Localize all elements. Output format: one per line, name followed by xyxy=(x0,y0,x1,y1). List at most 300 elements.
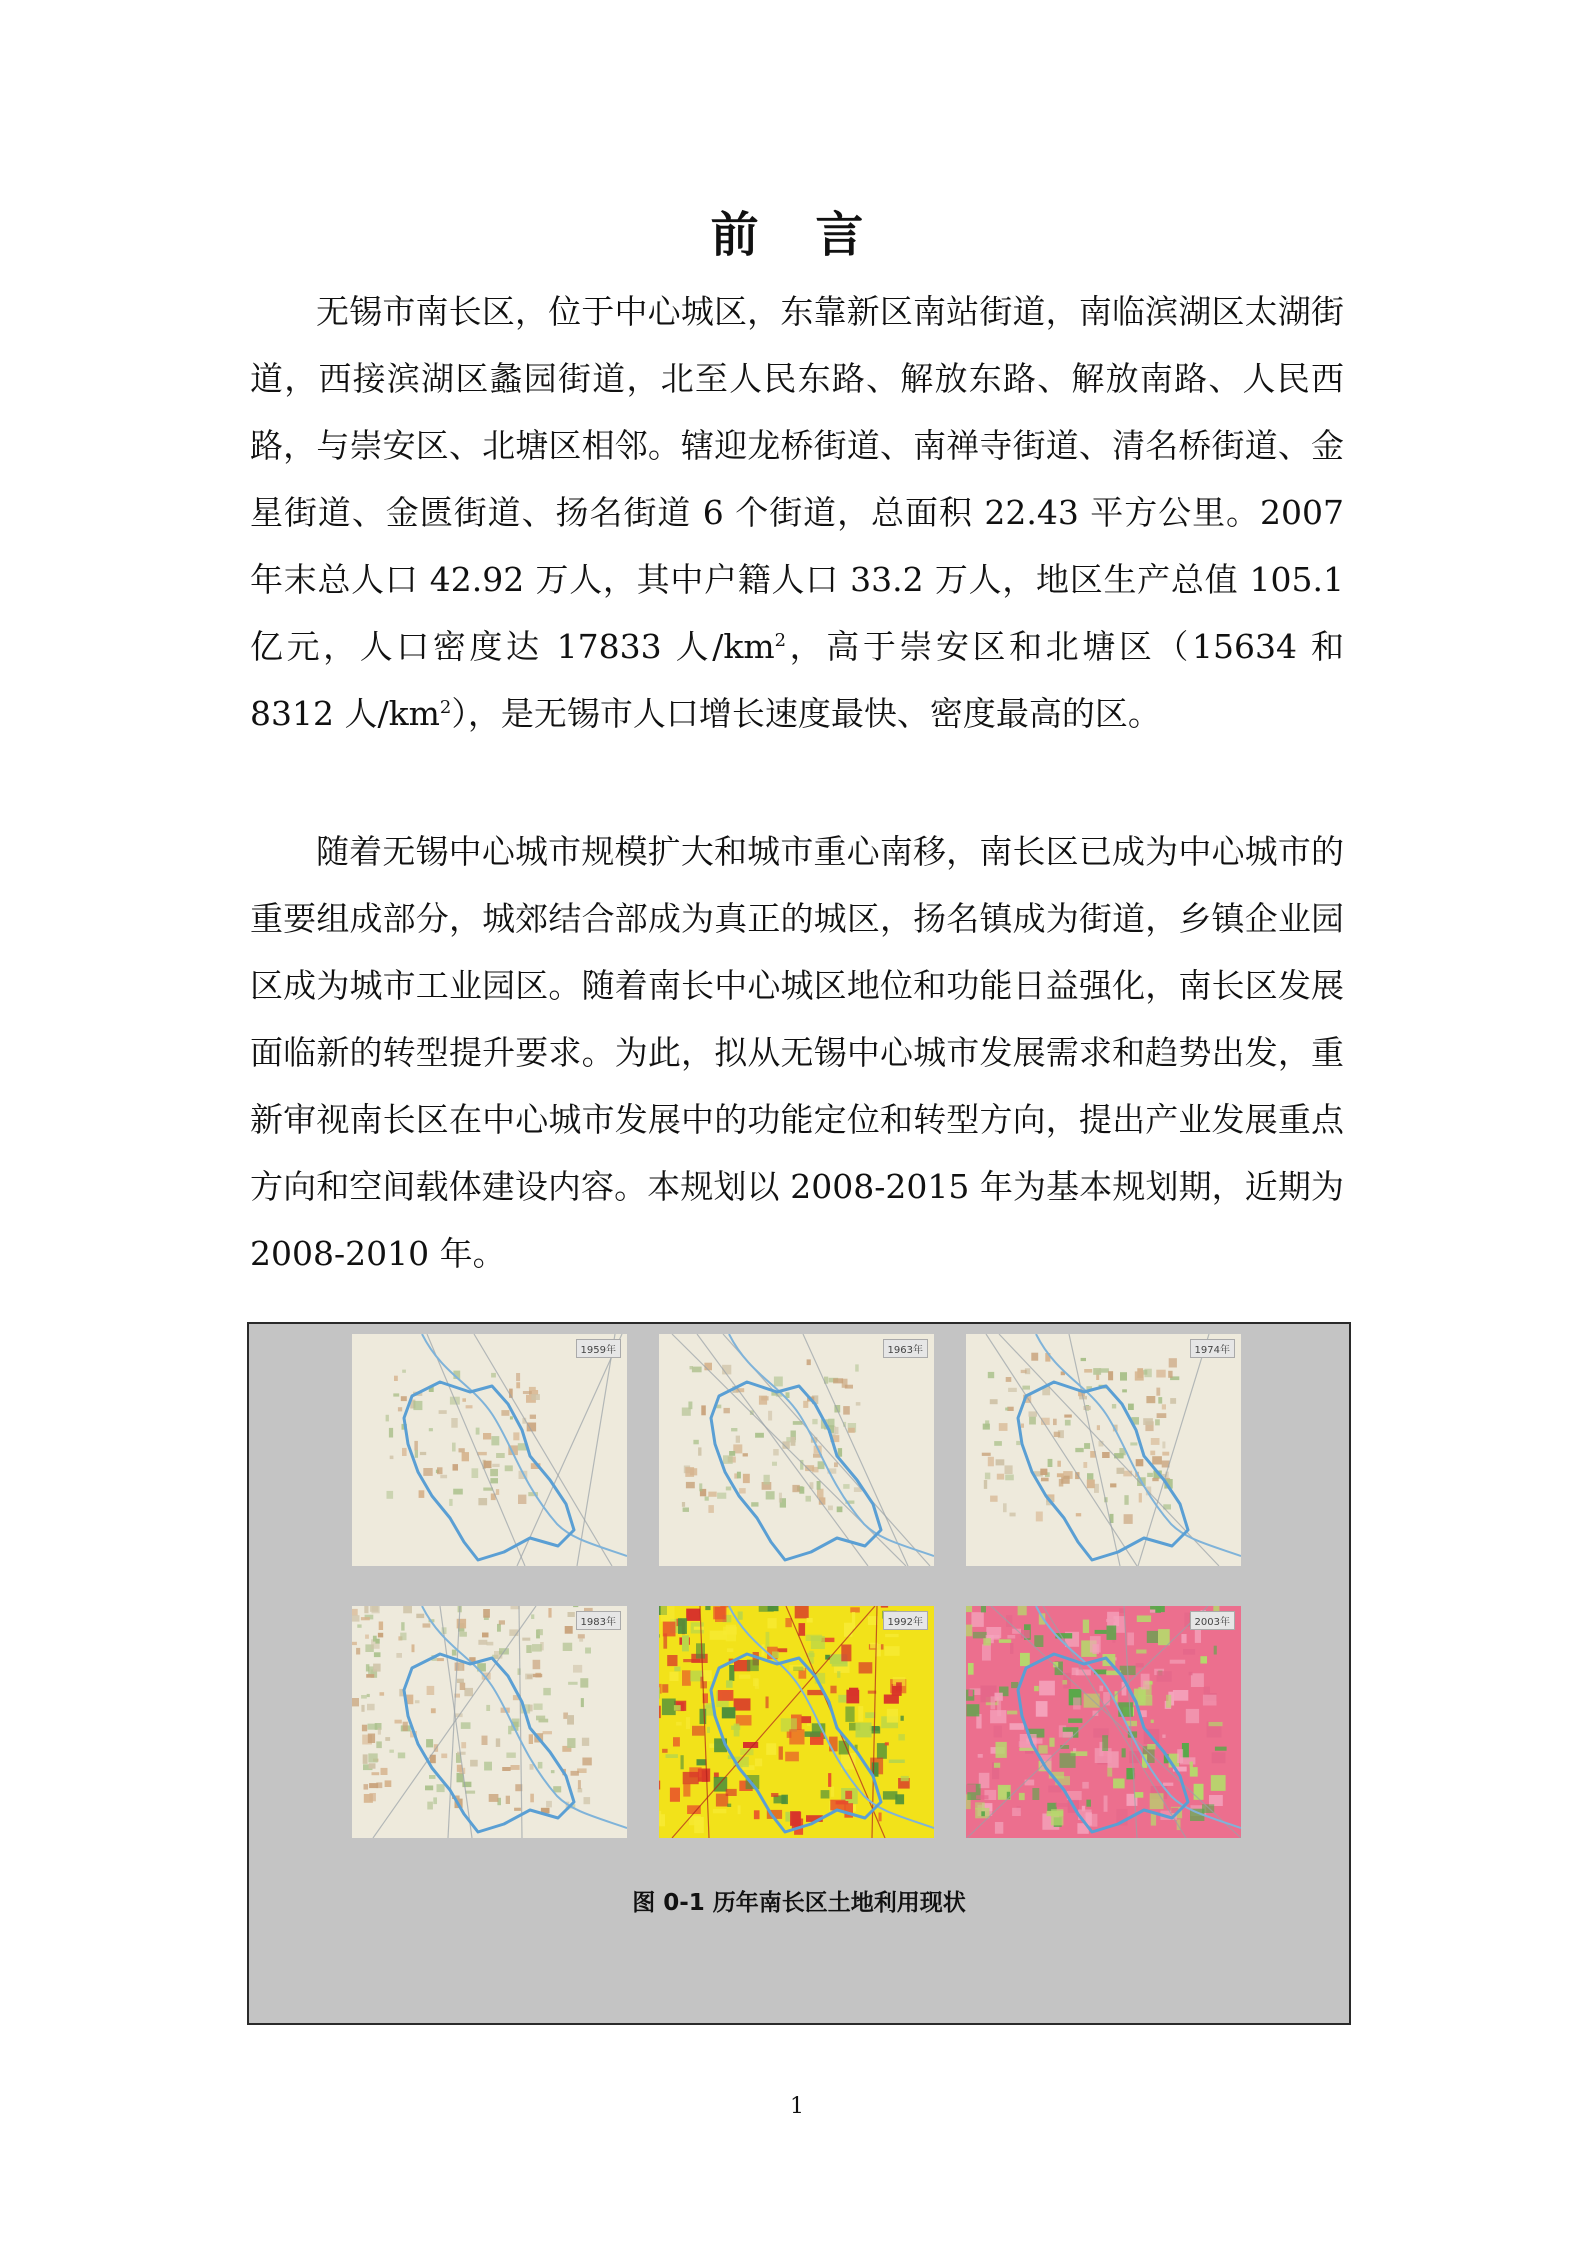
land-parcel xyxy=(751,1502,758,1506)
land-parcel xyxy=(1007,1635,1015,1639)
land-parcel xyxy=(764,1475,770,1485)
land-parcel xyxy=(429,1775,436,1779)
land-parcel xyxy=(743,1453,748,1456)
land-parcel xyxy=(844,1623,852,1637)
land-parcel xyxy=(368,1734,375,1744)
land-parcel xyxy=(1156,1388,1160,1396)
land-parcel xyxy=(747,1660,759,1672)
land-parcel xyxy=(573,1606,578,1607)
land-parcel xyxy=(400,1633,406,1641)
land-parcel xyxy=(795,1606,809,1618)
land-parcel xyxy=(484,1461,492,1468)
land-parcel xyxy=(373,1636,377,1642)
land-parcel xyxy=(766,1491,775,1499)
land-parcel xyxy=(1082,1782,1089,1789)
land-parcel xyxy=(1107,1626,1117,1640)
land-parcel xyxy=(425,1786,433,1791)
land-parcel xyxy=(801,1716,811,1723)
land-parcel xyxy=(766,1632,770,1648)
land-parcel xyxy=(1036,1512,1043,1522)
land-parcel xyxy=(852,1612,855,1629)
land-parcel xyxy=(508,1726,511,1735)
land-parcel xyxy=(1065,1420,1071,1426)
land-parcel xyxy=(833,1378,843,1383)
land-parcel xyxy=(714,1777,728,1792)
land-parcel xyxy=(361,1617,370,1620)
land-parcel xyxy=(365,1635,369,1639)
land-parcel xyxy=(478,1640,487,1645)
land-parcel xyxy=(739,1675,751,1679)
land-parcel xyxy=(366,1674,374,1678)
land-parcel xyxy=(743,1474,750,1483)
land-parcel xyxy=(472,1468,479,1478)
land-parcel xyxy=(584,1797,591,1804)
land-parcel xyxy=(834,1462,838,1467)
land-parcel xyxy=(789,1729,804,1744)
land-parcel xyxy=(389,1428,393,1438)
land-parcel xyxy=(678,1618,687,1634)
land-parcel xyxy=(843,1484,849,1489)
land-parcel xyxy=(1141,1674,1150,1690)
land-parcel xyxy=(966,1704,979,1716)
land-parcel xyxy=(807,1618,813,1623)
land-parcel xyxy=(1151,1438,1160,1445)
land-parcel xyxy=(1011,1682,1018,1688)
land-parcel xyxy=(1112,1404,1116,1409)
land-parcel xyxy=(543,1688,551,1695)
year-label: 2003年 xyxy=(1190,1611,1235,1630)
land-parcel xyxy=(460,1683,466,1690)
land-parcel xyxy=(1093,1368,1101,1375)
land-parcel xyxy=(662,1749,668,1753)
land-parcel xyxy=(385,1737,390,1741)
land-parcel xyxy=(1168,1371,1172,1378)
land-parcel xyxy=(537,1629,543,1635)
land-parcel xyxy=(717,1493,726,1499)
land-parcel xyxy=(865,1712,875,1718)
land-parcel xyxy=(670,1788,680,1802)
land-parcel xyxy=(1006,1377,1012,1382)
land-parcel xyxy=(686,1609,700,1621)
land-parcel xyxy=(379,1622,383,1631)
land-parcel xyxy=(462,1452,469,1461)
land-parcel xyxy=(364,1784,369,1790)
land-parcel xyxy=(449,1499,452,1506)
land-parcel xyxy=(699,1483,702,1491)
land-parcel xyxy=(968,1663,974,1675)
land-parcel xyxy=(817,1481,821,1490)
land-use-figure xyxy=(247,1322,1351,2025)
land-parcel xyxy=(1108,1751,1119,1768)
land-parcel xyxy=(771,1793,778,1797)
land-parcel xyxy=(395,1720,402,1724)
land-parcel xyxy=(659,1687,660,1698)
map-panel-2 xyxy=(659,1334,934,1566)
land-parcel xyxy=(457,1765,462,1772)
land-parcel xyxy=(1102,1735,1108,1751)
land-parcel xyxy=(1057,1473,1064,1477)
land-parcel xyxy=(1102,1452,1110,1458)
land-parcel xyxy=(999,1639,1011,1643)
land-parcel xyxy=(581,1698,584,1707)
land-parcel xyxy=(1031,1353,1038,1361)
land-parcel xyxy=(727,1648,733,1652)
land-parcel xyxy=(367,1704,375,1711)
land-parcel xyxy=(1040,1469,1047,1475)
map-background xyxy=(352,1334,627,1566)
land-parcel xyxy=(1117,1468,1125,1474)
land-parcel xyxy=(848,1428,855,1433)
land-parcel xyxy=(845,1791,852,1799)
land-parcel xyxy=(968,1690,972,1696)
land-parcel xyxy=(971,1612,983,1627)
land-parcel xyxy=(669,1672,678,1681)
land-parcel xyxy=(966,1784,976,1792)
land-parcel xyxy=(753,1678,758,1686)
land-parcel xyxy=(518,1495,526,1504)
land-parcel xyxy=(1137,1616,1151,1623)
land-parcel xyxy=(1194,1784,1204,1800)
land-parcel xyxy=(768,1618,777,1628)
land-parcel xyxy=(452,1650,457,1656)
map-panel-1 xyxy=(352,1334,627,1566)
land-parcel xyxy=(462,1398,466,1402)
land-parcel xyxy=(483,1609,490,1618)
land-parcel xyxy=(1087,1480,1095,1489)
land-parcel xyxy=(367,1694,370,1697)
land-parcel xyxy=(726,1625,736,1642)
land-parcel xyxy=(1108,1371,1113,1380)
land-parcel xyxy=(996,1459,1005,1465)
map-panel-5 xyxy=(659,1606,934,1838)
land-parcel xyxy=(423,1623,431,1627)
land-parcel xyxy=(530,1415,536,1419)
land-parcel xyxy=(713,1809,727,1813)
land-parcel xyxy=(398,1753,405,1759)
land-parcel xyxy=(502,1767,510,1771)
year-label: 1959年 xyxy=(576,1339,621,1358)
land-parcel xyxy=(1084,1443,1090,1449)
land-use-map xyxy=(659,1606,934,1838)
land-parcel xyxy=(990,1399,998,1404)
land-parcel xyxy=(1005,1408,1008,1411)
land-parcel xyxy=(491,1436,499,1445)
land-parcel xyxy=(694,1627,704,1630)
land-parcel xyxy=(548,1608,551,1618)
land-parcel xyxy=(898,1734,905,1740)
land-parcel xyxy=(380,1692,385,1696)
land-parcel xyxy=(1034,1635,1043,1647)
land-parcel xyxy=(486,1705,490,1711)
land-parcel xyxy=(1157,1671,1172,1682)
land-parcel xyxy=(497,1624,501,1632)
land-parcel xyxy=(437,1784,445,1792)
land-parcel xyxy=(1110,1483,1116,1487)
land-parcel xyxy=(451,1418,457,1428)
land-parcel xyxy=(1136,1459,1144,1466)
land-parcel xyxy=(994,1726,1002,1738)
land-parcel xyxy=(357,1624,361,1627)
land-parcel xyxy=(516,1382,520,1388)
land-parcel xyxy=(692,1726,704,1736)
land-parcel xyxy=(457,1773,464,1783)
land-parcel xyxy=(1005,1475,1014,1481)
land-parcel xyxy=(511,1606,520,1609)
land-parcel xyxy=(722,1707,736,1718)
land-parcel xyxy=(368,1753,377,1762)
land-parcel xyxy=(431,1708,436,1713)
land-parcel xyxy=(1010,1723,1025,1730)
land-parcel xyxy=(1081,1358,1086,1361)
land-parcel xyxy=(738,1612,743,1620)
land-parcel xyxy=(859,1662,873,1673)
land-parcel xyxy=(982,1644,991,1660)
land-parcel xyxy=(807,1359,811,1365)
land-parcel xyxy=(413,1401,422,1410)
land-parcel xyxy=(489,1794,499,1802)
land-parcel xyxy=(426,1739,433,1747)
land-parcel xyxy=(659,1634,660,1637)
year-label: 1983年 xyxy=(576,1611,621,1630)
land-parcel xyxy=(578,1780,581,1789)
land-parcel xyxy=(686,1717,690,1729)
land-parcel xyxy=(1056,1803,1069,1807)
land-parcel xyxy=(1003,1503,1007,1512)
land-parcel xyxy=(461,1742,466,1748)
land-parcel xyxy=(366,1664,370,1671)
land-parcel xyxy=(571,1771,579,1776)
land-parcel xyxy=(567,1715,574,1725)
land-parcel xyxy=(1214,1646,1217,1655)
land-parcel xyxy=(759,1606,774,1612)
land-parcel xyxy=(501,1410,509,1416)
land-parcel xyxy=(1157,1413,1167,1418)
land-parcel xyxy=(1151,1720,1154,1723)
land-parcel xyxy=(441,1754,447,1759)
land-parcel xyxy=(759,1396,767,1405)
land-parcel xyxy=(483,1433,491,1440)
land-parcel xyxy=(567,1738,575,1748)
land-parcel xyxy=(981,1811,985,1816)
land-parcel xyxy=(1010,1513,1016,1517)
land-parcel xyxy=(686,1482,695,1488)
land-parcel xyxy=(727,1804,731,1807)
paragraph-text: ，高于崇安区和北塘区（15634 和 8312 人/km xyxy=(250,627,1344,733)
land-parcel xyxy=(881,1606,888,1608)
land-parcel xyxy=(369,1763,376,1768)
land-parcel xyxy=(659,1811,661,1825)
land-parcel xyxy=(785,1752,799,1762)
land-parcel xyxy=(856,1723,872,1738)
land-parcel xyxy=(1135,1371,1144,1380)
land-parcel xyxy=(997,1474,1004,1480)
land-parcel xyxy=(705,1606,710,1610)
land-parcel xyxy=(984,1480,987,1489)
land-parcel xyxy=(459,1448,465,1452)
land-parcel xyxy=(1128,1404,1134,1410)
land-parcel xyxy=(674,1667,680,1672)
land-parcel xyxy=(1059,1479,1064,1487)
land-parcel xyxy=(1143,1418,1153,1425)
land-parcel xyxy=(427,1802,433,1810)
land-parcel xyxy=(754,1810,760,1819)
land-parcel xyxy=(994,1763,1000,1768)
land-parcel xyxy=(877,1743,887,1759)
land-parcel xyxy=(1200,1656,1207,1663)
land-parcel xyxy=(568,1682,578,1685)
land-parcel xyxy=(662,1684,668,1693)
land-parcel xyxy=(476,1428,480,1435)
map-panel-6 xyxy=(966,1606,1241,1838)
land-use-map xyxy=(352,1606,627,1838)
land-parcel xyxy=(662,1699,676,1716)
land-parcel xyxy=(453,1464,459,1471)
land-parcel xyxy=(386,1415,389,1422)
land-parcel xyxy=(705,1497,709,1501)
land-parcel xyxy=(700,1709,707,1724)
land-parcel xyxy=(378,1633,383,1638)
land-parcel xyxy=(1118,1702,1133,1717)
land-parcel xyxy=(352,1698,359,1706)
land-parcel xyxy=(1156,1370,1165,1378)
land-parcel xyxy=(870,1643,878,1649)
land-parcel xyxy=(580,1678,588,1687)
land-parcel xyxy=(1181,1634,1186,1643)
paragraph-text: 无锡市南长区，位于中心城区，东靠新区南站街道，南临滨湖区太湖街道，西接滨湖区蠡园街道，北至人民东路、解放东路、解放南路、人民西路，与崇安区、北塘区相邻。辖迎龙桥街道、南禅寺街道、清名桥街道、金星街道、金匮街道、扬名街道 6 个街道，总面积 22.43 平方公里。2007 年末总人口 42.92 万人，其中户籍人口 33.2 万人，地区生产总值 105.1 亿元，人口密度达 17833 人/km xyxy=(250,292,1344,666)
land-parcel xyxy=(781,1795,788,1804)
land-parcel xyxy=(966,1625,972,1637)
land-parcel xyxy=(415,1450,418,1458)
land-parcel xyxy=(1134,1792,1143,1798)
land-parcel xyxy=(841,1645,851,1662)
land-parcel xyxy=(1209,1722,1223,1726)
land-parcel xyxy=(369,1793,376,1801)
land-parcel xyxy=(755,1433,764,1438)
land-parcel xyxy=(457,1679,464,1683)
land-parcel xyxy=(396,1653,402,1658)
land-parcel xyxy=(1029,1411,1038,1416)
land-parcel xyxy=(703,1670,712,1681)
land-parcel xyxy=(901,1776,909,1781)
land-parcel xyxy=(855,1364,859,1371)
land-parcel xyxy=(534,1704,543,1710)
land-parcel xyxy=(830,1686,836,1694)
land-parcel xyxy=(490,1469,498,1476)
land-parcel xyxy=(402,1370,406,1373)
land-parcel xyxy=(779,1746,783,1759)
land-parcel xyxy=(1022,1386,1030,1390)
land-parcel xyxy=(806,1635,823,1641)
land-parcel xyxy=(683,1508,689,1512)
land-parcel xyxy=(470,1760,478,1767)
land-parcel xyxy=(522,1638,530,1641)
land-parcel xyxy=(1095,1630,1107,1634)
land-parcel xyxy=(427,1686,435,1695)
land-parcel xyxy=(789,1665,805,1671)
land-parcel xyxy=(461,1722,471,1729)
land-parcel xyxy=(1136,1650,1146,1654)
land-parcel xyxy=(453,1489,463,1495)
land-parcel xyxy=(578,1634,585,1638)
land-parcel xyxy=(999,1423,1008,1431)
land-parcel xyxy=(683,1784,690,1797)
land-parcel xyxy=(1005,1465,1013,1474)
land-parcel xyxy=(513,1432,519,1440)
land-parcel xyxy=(1029,1417,1036,1425)
land-parcel xyxy=(858,1706,863,1722)
land-parcel xyxy=(726,1789,737,1796)
land-parcel xyxy=(368,1724,378,1730)
land-parcel xyxy=(991,1696,996,1709)
land-parcel xyxy=(690,1366,694,1369)
land-parcel xyxy=(701,1405,706,1415)
land-parcel xyxy=(1012,1808,1021,1816)
land-parcel xyxy=(1034,1686,1039,1691)
land-parcel xyxy=(777,1648,787,1652)
land-parcel xyxy=(739,1488,746,1493)
land-parcel xyxy=(1169,1358,1177,1367)
land-parcel xyxy=(1191,1673,1204,1687)
land-parcel xyxy=(361,1705,364,1712)
land-parcel xyxy=(1053,1419,1057,1425)
land-parcel xyxy=(1162,1735,1165,1738)
land-parcel xyxy=(1150,1451,1155,1456)
land-parcel xyxy=(452,1443,456,1452)
land-parcel xyxy=(378,1728,381,1735)
land-parcel xyxy=(551,1770,555,1773)
land-parcel xyxy=(1099,1686,1103,1692)
land-parcel xyxy=(697,1759,707,1765)
land-parcel xyxy=(402,1448,407,1456)
land-parcel xyxy=(682,1408,691,1416)
land-parcel xyxy=(821,1790,830,1798)
land-parcel xyxy=(457,1752,466,1755)
page-title: 前 言 xyxy=(710,207,884,263)
land-parcel xyxy=(726,1680,733,1687)
land-parcel xyxy=(466,1405,473,1408)
land-parcel xyxy=(731,1428,737,1431)
land-parcel xyxy=(1152,1478,1158,1481)
land-parcel xyxy=(659,1781,660,1790)
land-parcel xyxy=(734,1724,740,1737)
land-parcel xyxy=(496,1453,505,1458)
land-parcel xyxy=(1076,1513,1081,1516)
land-parcel xyxy=(698,1447,701,1455)
land-parcel xyxy=(885,1634,899,1637)
land-parcel xyxy=(565,1626,573,1634)
land-parcel xyxy=(828,1506,833,1511)
land-parcel xyxy=(996,1742,1007,1758)
land-parcel xyxy=(685,1467,694,1477)
land-parcel xyxy=(883,1791,898,1799)
land-parcel xyxy=(1018,1606,1027,1615)
land-parcel xyxy=(766,1697,769,1709)
land-parcel xyxy=(726,1487,731,1491)
land-parcel xyxy=(1136,1663,1144,1667)
land-parcel xyxy=(1020,1653,1030,1666)
land-parcel xyxy=(362,1725,367,1732)
land-parcel xyxy=(831,1786,834,1797)
land-parcel xyxy=(901,1716,904,1721)
land-parcel xyxy=(682,1502,685,1507)
land-parcel xyxy=(496,1738,500,1747)
land-parcel xyxy=(1158,1397,1162,1404)
land-parcel xyxy=(487,1642,494,1646)
land-parcel xyxy=(433,1797,437,1804)
land-parcel xyxy=(1021,1424,1024,1428)
land-parcel xyxy=(465,1791,475,1794)
land-parcel xyxy=(437,1467,443,1474)
